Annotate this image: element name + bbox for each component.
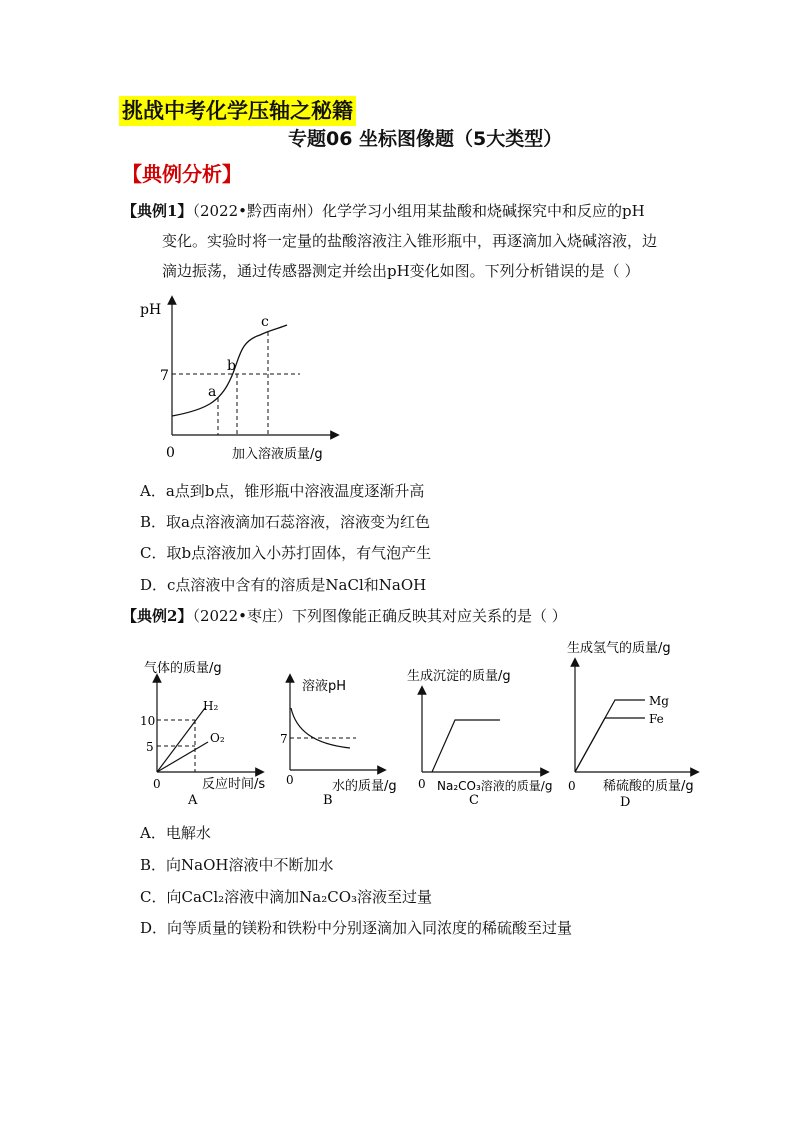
y-axis-label: 溶液pH: [302, 679, 347, 694]
question-1-line-3: 滴边振荡，通过传感器测定并绘出pH变化如图。下列分析错误的是（ ）: [162, 262, 640, 280]
question-1-option-b: B．取a点溶液滴加石蕊溶液，溶液变为红色: [140, 513, 430, 531]
question-2-option-c: C．向CaCl₂溶液中滴加Na₂CO₃溶液至过量: [140, 888, 433, 906]
y-tick-7: 7: [280, 732, 288, 746]
figure-2d: [565, 636, 715, 812]
question-1-option-a: A．a点到b点，锥形瓶中溶液温度逐渐升高: [140, 482, 425, 500]
origin-label: 0: [153, 777, 161, 791]
point-b-label: b: [227, 358, 236, 374]
x-axis-label: 加入溶液质量/g: [232, 447, 323, 462]
question-2-option-a: A．电解水: [140, 824, 211, 842]
section-heading: 【典例分析】: [122, 162, 242, 186]
y-axis-label: pH: [140, 302, 162, 318]
figure-2c: [405, 650, 575, 810]
mg-label: Mg: [649, 694, 669, 708]
figure-2b: [278, 650, 408, 810]
y-axis-label: 气体的质量/g: [144, 661, 222, 676]
question-2: [122, 601, 682, 631]
ph-curve: [291, 708, 350, 748]
precipitate-line: [432, 720, 500, 772]
fe-line: [575, 718, 645, 772]
y-axis-label: 生成沉淀的质量/g: [407, 669, 511, 684]
origin-label: 0: [418, 777, 426, 791]
question-1-tag: 【典例1】: [122, 202, 193, 220]
origin-label: 0: [568, 779, 576, 793]
question-1-line-2: 变化。实验时将一定量的盐酸溶液注入锥形瓶中，再逐滴加入烧碱溶液，边: [162, 232, 658, 250]
figure-label: D: [620, 795, 631, 810]
h2-label: H₂: [203, 699, 219, 713]
question-2-tag: 【典例2】: [122, 607, 193, 625]
origin-label: 0: [166, 445, 175, 461]
x-axis-label: 反应时间/s: [202, 777, 266, 792]
h2-line: [157, 708, 205, 772]
y-tick-10: 10: [140, 714, 156, 728]
figure-label: B: [323, 793, 333, 808]
x-axis-label: 稀硫酸的质量/g: [603, 779, 694, 794]
question-1-ph-figure: [130, 290, 370, 470]
point-a-label: a: [208, 384, 217, 400]
figure-2a: [140, 650, 280, 810]
figure-label: A: [188, 793, 198, 808]
fe-label: Fe: [649, 712, 664, 726]
point-c-label: c: [261, 314, 269, 330]
question-1-option-d: D．c点溶液中含有的溶质是NaCl和NaOH: [140, 576, 427, 594]
question-2-line-1: （2022•枣庄）下列图像能正确反映其对应关系的是（ ）: [192, 607, 567, 625]
mg-line: [575, 700, 645, 772]
question-1-line-1: （2022•黔西南州）化学学习小组用某盐酸和烧碱探究中和反应的pH: [192, 202, 645, 220]
y-tick-7: 7: [160, 368, 169, 384]
origin-label: 0: [286, 773, 294, 787]
question-2-option-d: D．向等质量的镁粉和铁粉中分别逐滴加入同浓度的稀硫酸至过量: [140, 919, 573, 937]
series-banner: 挑战中考化学压轴之秘籍: [119, 96, 356, 126]
y-tick-5: 5: [146, 740, 154, 754]
page-title: 专题06 坐标图像题（5大类型）: [288, 128, 563, 150]
y-axis-label: 生成氢气的质量/g: [567, 641, 671, 656]
o2-label: O₂: [210, 731, 225, 745]
x-axis-label: Na₂CO₃溶液的质量/g: [437, 779, 553, 793]
figure-label: C: [469, 793, 479, 808]
question-1: [122, 196, 682, 286]
x-axis-label: 水的质量/g: [332, 779, 397, 794]
question-2-option-b: B．向NaOH溶液中不断加水: [140, 856, 334, 874]
question-1-option-c: C．取b点溶液加入小苏打固体，有气泡产生: [140, 544, 432, 562]
